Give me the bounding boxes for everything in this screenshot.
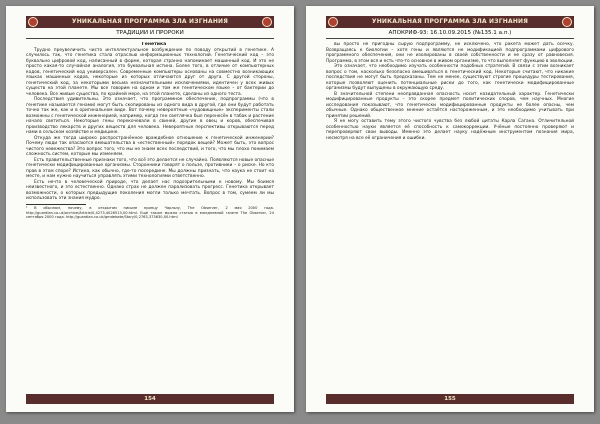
paragraph: Есть правительственные признаки того, что всё это делается не случайно. Появляются новые опасные генетически модифицированные организмы. Сторонники говорят о пользе, противники – о риске. Но кто прав в этом споре? Истина, как обычно, где-то посередине. Мы должны признать, что наука не стоит на месте, и нам нужно научиться управлять этими технологиями ответственно. [26,157,274,180]
ornament-icon [562,17,572,27]
paragraph: вы просто не пригодны сырую подпрограмму, не исключено, что ракета может дать осечку. Возвращаясь к биологии – хотя гены и являются не модификацией подпрограммами цифрового программного обеспечения, они не изолированы в своей собственности и не сразу от равновесия. Программа, в этом вся и есть что-то основное в живом организме, то что выполняет функцию в эволюции. [326,42,574,64]
paragraph: Трудно преувеличить чисто интеллектуальное возбуждение по поводу открытий в генетике. А случилось так, что генетика стала отраслью информационных технологий. Генетический код – это буквально цифровой код, написанный в форме, которая странно напоминает машинный код. И это не просто какая-то случайная аналогия, это буквальная истина. Более того, в отличие от компьютерных кодов, генетический код универсален. Современные компьютеры основаны на совместно возникающих языках машинных кодов, некоторые из которых отличаются друг от друга. С другой стороны, генетический код, за некоторыми весьма незначительными исключениями, идентичен у всех живых существ на этой планете. Мы все говорим на одном и том же генетическом языке – от бактерии до человека. Все живые существа, по крайней мере, на этой планете, сделаны из одного теста. [26,47,274,97]
left-page-body [26,42,274,388]
right-page-body [326,42,574,388]
left-section-title: ТРАДИЦИИ И ПРОРОКИ [26,29,274,39]
ornament-icon [262,17,272,27]
footnote-divider [26,204,86,205]
paragraph: В значительной степени неоправданная опасность носит назидательный характер. Генетически модифицированные продукты – это скорее предмет политических споров, чем научных. Многие исследования показывают, что генетически модифицированные продукты не более опасны, чем обычные. Однако общественное мнение остаётся настороженным, и это необходимо учитывать при принятии решений. [326,91,574,119]
right-page-number: 155 [326,394,574,404]
paragraph: Откуда же тогда широко распространённое враждебное отношение к генетической инженерии? Почему люди так опасаются вмешательства в «естественный» порядок вещей? Может быть, это вопрос чистого невежества? Это вопрос того, что мы не знаем всех последствий, и того, что мы плохо понимаем сложность систем, которые мы изменяем. [26,135,274,158]
paragraph: Есть нечто в человеческой природе, что делает нас подозрительными к новому. Мы боимся неизвестного, и это естественно. Однако страх не должен парализовать прогресс. Генетика открывает возможности, о которых предыдущие поколения могли только мечтать. Вопрос в том, сумеем ли мы использовать эти знания мудро. [26,179,274,202]
right-header-title: УНИКАЛЬНАЯ ПРОГРАММА ЗЛА ИЗГНАНИЯ [371,18,529,25]
left-header-title: УНИКАЛЬНАЯ ПРОГРАММА ЗЛА ИЗГНАНИЯ [71,18,229,25]
ornament-icon [328,17,338,27]
chapter-heading: Генетика [141,42,167,47]
ornament-icon [28,17,38,27]
right-header-band [326,16,574,28]
right-page [306,6,594,412]
left-header-band [26,16,274,28]
paragraph: Я не могу оставить тему этого чистого чувства без любой цитаты Карла Сагана. Отличительной особенностью науки является её способность к самокоррекции. Учёные постоянно проверяют и перепроверяют свои выводы. Именно это делает науку надёжным инструментом познания мира, несмотря на все её ограничения и ошибки. [326,119,574,141]
left-page [6,6,294,412]
right-section-title: АПОКРИФ-93: 16.10.09.2015 (№135.1 а.п.) [326,29,574,39]
paragraph: Это означает, что необходимо изучать особенности подобных стратегий. В связи с этим возникает вопрос о том, насколько безопасно вмешиваться в генетический код. Некоторые считают, что никакие последствия не могут быть предсказаны. Тем не менее, существуют строгие процедуры тестирования, которые позволяют оценить потенциальные риски до того, как генетически модифицированные организмы будут выпущены в окружающую среду. [326,64,574,92]
footnote: ¹ В обычном, почему, в открытом письме принцу Чарльзу, The Observer, 2 мая 2000 года. http://guardian.co.uk/archive/Article/0,4273,4026513,00.html. Ещё также можно статью в ежедневной газете The Observer, 24 сентября 2000 года. http://guardian.co.uk/gmdebate/Story/0,2763,373630,00.html [26,205,274,220]
paragraph: Последствия удивительны. Это означает, что программное обеспечение, подпрограммы (что в генетике называется генами) могут быть скопированы из одного вида в другой, где они будут работать точно так же, как и в оригинальном виде. Вот почему невероятные «чудовищные» эксперименты стали возможны с генетической инженерией, например, когда ген светлячка был перенесён в табак и растение начало светиться. Некоторые гены перекочевали в свиней, другие в овец и коров, обеспечивая производство лекарств и других веществ для человека. Невероятные перспективы открываются перед нами в сельском хозяйстве и медицине. [26,97,274,136]
left-page-number: 154 [26,394,274,404]
